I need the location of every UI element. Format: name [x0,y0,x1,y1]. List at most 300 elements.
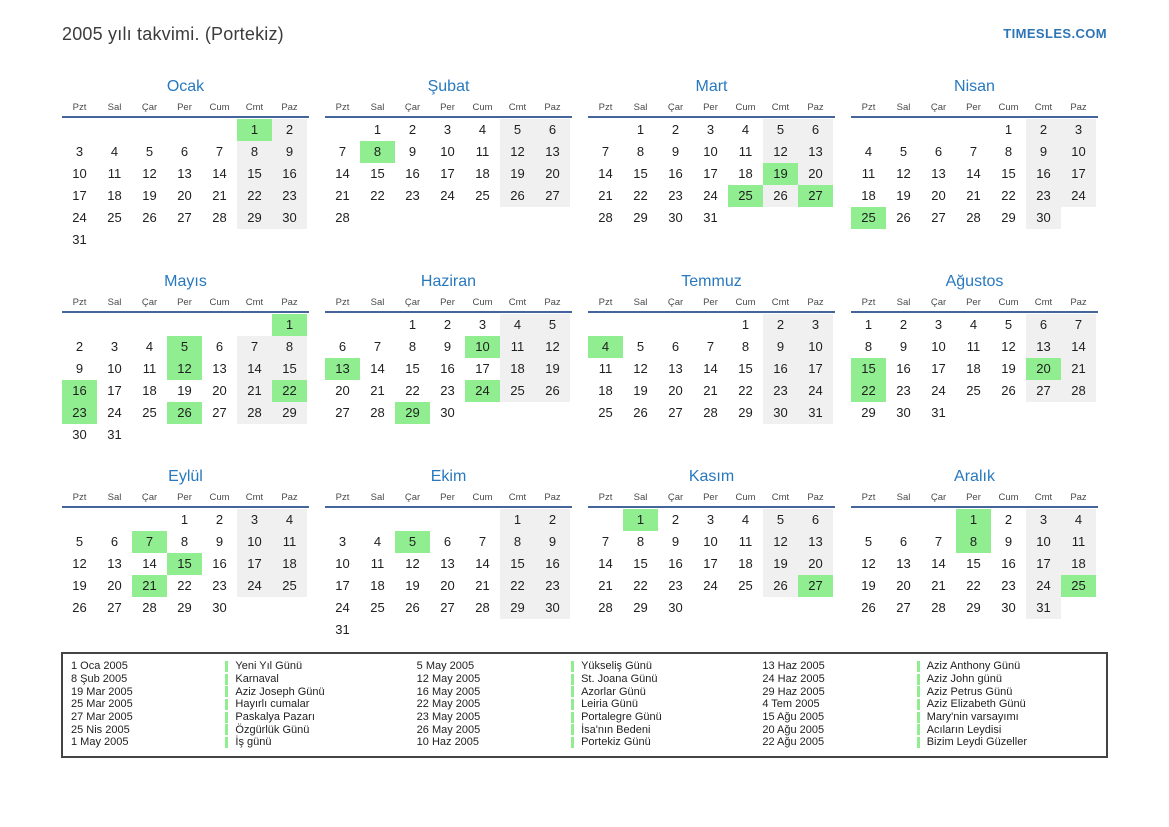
day-cell: 5 [636,339,645,354]
month-days [851,314,1098,424]
day-cell: 18 [475,166,490,181]
empty-cell [360,619,395,641]
day-cell: 13 [440,556,455,571]
weekday-header: Çar [930,102,947,113]
holiday-date: 22 Ağu 2005 [762,736,825,749]
day-cell: 24 [1061,185,1096,207]
day-cell: 24 [931,383,946,398]
day-cell: 27 [931,210,946,225]
holiday-marker-icon [917,686,920,697]
day-cell: 25 [966,383,981,398]
day-cell: 8 [408,339,417,354]
day-cell: 24 [703,188,718,203]
month-title: Aralık [954,468,995,485]
day-cell: 3 [338,534,347,549]
week-row [588,531,835,553]
weekday-header: Çar [141,492,158,503]
holiday-name [571,711,662,723]
day-cell: 29 [500,597,535,619]
day-cell: 16 [668,166,683,181]
day-cell: 12 [861,556,876,571]
month-days [325,509,572,641]
holiday-date: 23 May 2005 [416,711,481,724]
holiday-name-label: Bizim Leydi Güzeller [926,736,1027,749]
day-cell: 3 [934,317,943,332]
weekday-header: Sal [370,297,385,308]
day-cell: 15 [500,553,535,575]
empty-cell [500,402,535,424]
weekday-header: Sal [896,492,911,503]
weekday-header: Çar [667,297,684,308]
week-row [851,141,1098,163]
holiday-date: 29 Haz 2005 [762,685,825,698]
day-cell: 2 [75,339,84,354]
day-cell: 12 [500,141,535,163]
month-block [62,466,309,644]
month-days [588,119,835,229]
day-cell: 25 [598,405,613,420]
day-cell: 28 [212,210,227,225]
day-cell: 3 [443,122,452,137]
empty-cell [325,314,360,336]
day-cell: 26 [1001,383,1016,398]
weekday-header: Cmt [771,297,790,308]
day-cell: 20 [668,383,683,398]
day-cell: 28 [703,405,718,420]
legend-row [762,660,1098,673]
day-cell: 6 [215,339,224,354]
day-cell: 25 [370,600,385,615]
day-cell: 22 [370,188,385,203]
week-row [851,380,1098,402]
day-cell: 6 [899,534,908,549]
week-row [62,424,309,446]
day-cell: 11 [500,336,535,358]
day-cell: 31 [1026,597,1061,619]
holiday-date: 10 Haz 2005 [416,736,480,749]
weekday-header: Pzt [72,492,87,503]
day-cell: 16 [668,556,683,571]
month-block [851,466,1098,644]
day-cell: 7 [1061,314,1096,336]
empty-cell [430,207,465,229]
day-cell: 14 [212,166,227,181]
empty-cell [237,424,272,446]
day-cell: 21 [1061,358,1096,380]
week-row [325,119,572,141]
month-title: Eylül [168,468,203,485]
empty-cell [360,509,395,531]
day-cell: 14 [142,556,157,571]
day-cell: 18 [598,383,613,398]
weekday-header: Cmt [771,492,790,503]
day-cell: 28 [966,210,981,225]
empty-cell [97,229,132,251]
weekday-header: Pzt [598,102,613,113]
holiday-name [225,686,324,698]
day-cell: 18 [107,188,122,203]
day-cell: 14 [598,166,613,181]
day-cell: 3 [1061,119,1096,141]
day-cell: 12 [896,166,911,181]
day-cell: 26 [633,405,648,420]
day-cell: 12 [1001,339,1016,354]
day-cell: 28 [1061,380,1096,402]
day-cell: 4 [500,314,535,336]
day-cell: 19 [896,188,911,203]
empty-cell [886,509,921,531]
day-cell: 11 [861,166,876,181]
day-cell: 28 [598,600,613,615]
weekday-header-row [62,102,309,118]
holiday-name-label: Portekiz Günü [581,736,651,749]
holiday-name-label: Aziz Anthony Günü [926,660,1021,673]
day-cell: 9 [535,531,570,553]
day-cell: 20 [440,578,455,593]
day-cell: 24 [440,188,455,203]
month-title: Ağustos [945,273,1004,290]
empty-cell [325,119,360,141]
week-row [588,380,835,402]
day-cell: 19 [1001,361,1016,376]
day-cell: 2 [671,122,680,137]
month-days [325,314,572,424]
day-cell: 6 [798,119,833,141]
day-cell: 5 [75,534,84,549]
day-cell: 12 [763,531,798,553]
day-cell: 24 [335,600,350,615]
month-block [62,76,309,254]
empty-cell [167,119,202,141]
week-row [588,119,835,141]
holiday-marker-icon [571,737,574,748]
weekday-header: Cum [998,102,1019,113]
day-cell: 2 [899,317,908,332]
empty-cell [763,207,798,229]
week-row [62,336,309,358]
empty-cell [132,509,167,531]
weekday-header: Cum [998,297,1019,308]
month-block [588,271,835,449]
week-row [851,336,1098,358]
day-cell: 23 [763,380,798,402]
day-cell: 30 [668,600,683,615]
holiday-name-label: Paskalya Pazarı [235,711,315,724]
weekday-header: Per [966,297,981,308]
day-cell: 8 [360,141,395,163]
empty-cell [763,597,798,619]
week-row [588,141,835,163]
day-cell: 2 [1004,512,1013,527]
empty-cell [272,229,307,251]
month-days [851,509,1098,619]
legend-row [417,685,753,698]
legend-row [71,660,407,673]
day-cell: 10 [335,556,350,571]
legend-row [71,698,407,711]
day-cell: 31 [703,210,718,225]
day-cell: 8 [1004,144,1013,159]
empty-cell [798,597,833,619]
day-cell: 16 [62,380,97,402]
day-cell: 4 [272,509,307,531]
weekday-header-row [325,297,572,313]
day-cell: 10 [931,339,946,354]
day-cell: 23 [212,578,227,593]
holiday-marker-icon [571,674,574,685]
week-row [588,597,835,619]
weekday-header: Cmt [1034,492,1053,503]
empty-cell [167,424,202,446]
legend-row [762,673,1098,686]
weekday-header: Cum [472,297,493,308]
day-cell: 21 [931,578,946,593]
week-row [62,358,309,380]
day-cell: 15 [370,166,385,181]
month-days [588,314,835,424]
day-cell: 3 [478,317,487,332]
day-cell: 11 [738,534,753,549]
weekday-header: Sal [107,297,122,308]
day-cell: 5 [864,534,873,549]
weekday-header: Per [703,297,718,308]
day-cell: 1 [623,509,658,531]
empty-cell [535,207,570,229]
day-cell: 22 [851,380,886,402]
day-cell: 27 [177,210,192,225]
day-cell: 1 [1004,122,1013,137]
day-cell: 22 [405,383,420,398]
day-cell: 22 [738,383,753,398]
day-cell: 9 [671,534,680,549]
day-cell: 11 [598,361,613,376]
day-cell: 19 [405,578,420,593]
week-row [851,119,1098,141]
day-cell: 16 [896,361,911,376]
site-logo-link[interactable]: TIMESLES.COM [1003,26,1107,41]
day-cell: 28 [931,600,946,615]
day-cell: 13 [325,358,360,380]
week-row [62,314,309,336]
day-cell: 12 [405,556,420,571]
day-cell: 1 [272,314,307,336]
empty-cell [921,509,956,531]
day-cell: 15 [167,553,202,575]
holiday-name [917,724,1002,736]
holiday-name-label: Aziz Petrus Günü [926,685,1013,698]
day-cell: 15 [851,358,886,380]
empty-cell [132,119,167,141]
day-cell: 12 [535,336,570,358]
day-cell: 28 [370,405,385,420]
day-cell: 4 [969,317,978,332]
day-cell: 5 [763,509,798,531]
day-cell: 2 [1026,119,1061,141]
empty-cell [132,424,167,446]
holiday-date: 16 May 2005 [416,685,481,698]
empty-cell [62,314,97,336]
weekday-header-row [588,102,835,118]
day-cell: 4 [478,122,487,137]
empty-cell [395,207,430,229]
weekday-header: Per [440,297,455,308]
weekday-header: Çar [404,297,421,308]
holiday-name [571,686,646,698]
weekday-header: Çar [141,297,158,308]
empty-cell [693,597,728,619]
weekday-header: Pzt [598,492,613,503]
day-cell: 25 [728,185,763,207]
day-cell: 8 [956,531,991,553]
week-row [325,531,572,553]
holiday-name [917,673,1002,685]
day-cell: 7 [478,534,487,549]
month-block [325,76,572,254]
day-cell: 14 [237,358,272,380]
empty-cell [658,314,693,336]
month-title: Mayıs [164,273,207,290]
day-cell: 31 [335,622,350,637]
month-days [62,119,309,251]
week-row [62,141,309,163]
weekday-header: Per [177,102,192,113]
weekday-header: Paz [544,297,561,308]
weekday-header: Per [177,297,192,308]
day-cell: 27 [535,185,570,207]
day-cell: 2 [272,119,307,141]
empty-cell [360,207,395,229]
empty-cell [851,119,886,141]
legend-row [762,723,1098,736]
holiday-marker-icon [225,737,228,748]
weekday-header: Sal [633,102,648,113]
weekday-header-row [851,102,1098,118]
day-cell: 16 [405,166,420,181]
week-row [588,314,835,336]
holiday-name [225,711,314,723]
week-row [851,597,1098,619]
day-cell: 18 [861,188,876,203]
day-cell: 18 [272,553,307,575]
holidays-legend [62,653,1107,757]
day-cell: 1 [956,509,991,531]
day-cell: 20 [335,383,350,398]
empty-cell [202,229,237,251]
day-cell: 4 [864,144,873,159]
weekday-header: Paz [281,102,298,113]
weekday-header: Paz [281,297,298,308]
day-cell: 7 [969,144,978,159]
day-cell: 14 [1061,336,1096,358]
day-cell: 10 [703,144,718,159]
day-cell: 21 [703,383,718,398]
day-cell: 27 [668,405,683,420]
week-row [588,509,835,531]
legend-row [71,685,407,698]
day-cell: 16 [1001,556,1016,571]
day-cell: 26 [535,380,570,402]
day-cell: 14 [598,556,613,571]
day-cell: 21 [598,578,613,593]
day-cell: 23 [440,383,455,398]
day-cell: 15 [1001,166,1016,181]
empty-cell [395,509,430,531]
weekday-header: Çar [930,492,947,503]
day-cell: 26 [142,210,157,225]
day-cell: 27 [798,185,833,207]
holiday-name [917,660,1021,672]
holiday-date: 13 Haz 2005 [762,660,825,673]
day-cell: 26 [167,402,202,424]
week-row [588,358,835,380]
legend-row [71,723,407,736]
empty-cell [167,229,202,251]
day-cell: 6 [671,339,680,354]
holiday-name [225,698,309,710]
day-cell: 24 [798,380,833,402]
day-cell: 6 [443,534,452,549]
day-cell: 7 [706,339,715,354]
day-cell: 16 [440,361,455,376]
day-cell: 19 [177,383,192,398]
holiday-name [917,698,1026,710]
weekday-header: Çar [404,492,421,503]
day-cell: 24 [72,210,87,225]
day-cell: 17 [798,358,833,380]
day-cell: 9 [899,339,908,354]
day-cell: 5 [500,119,535,141]
day-cell: 23 [668,578,683,593]
empty-cell [886,119,921,141]
weekday-header-row [325,492,572,508]
weekday-header: Paz [544,102,561,113]
day-cell: 12 [167,358,202,380]
day-cell: 1 [373,122,382,137]
day-cell: 5 [167,336,202,358]
weekday-header: Pzt [335,102,350,113]
week-row [851,207,1098,229]
holiday-name-label: Hayırlı cumalar [235,698,310,711]
empty-cell [62,509,97,531]
week-row [325,509,572,531]
month-days [851,119,1098,229]
empty-cell [1061,207,1096,229]
month-days [62,314,309,446]
empty-cell [272,424,307,446]
day-cell: 19 [535,358,570,380]
week-row [325,336,572,358]
weekday-header: Pzt [72,102,87,113]
legend-row [762,698,1098,711]
day-cell: 30 [440,405,455,420]
holiday-marker-icon [225,724,228,735]
empty-cell [1061,597,1096,619]
day-cell: 10 [1061,141,1096,163]
month-title: Mart [695,78,728,95]
holiday-name [571,724,650,736]
day-cell: 8 [741,339,750,354]
week-row [325,619,572,641]
day-cell: 3 [1026,509,1061,531]
empty-cell [588,314,623,336]
week-row [325,402,572,424]
holiday-marker-icon [225,661,228,672]
week-row [325,553,572,575]
weekday-header: Per [703,492,718,503]
weekday-header: Paz [544,492,561,503]
month-days [588,509,835,619]
empty-cell [588,119,623,141]
